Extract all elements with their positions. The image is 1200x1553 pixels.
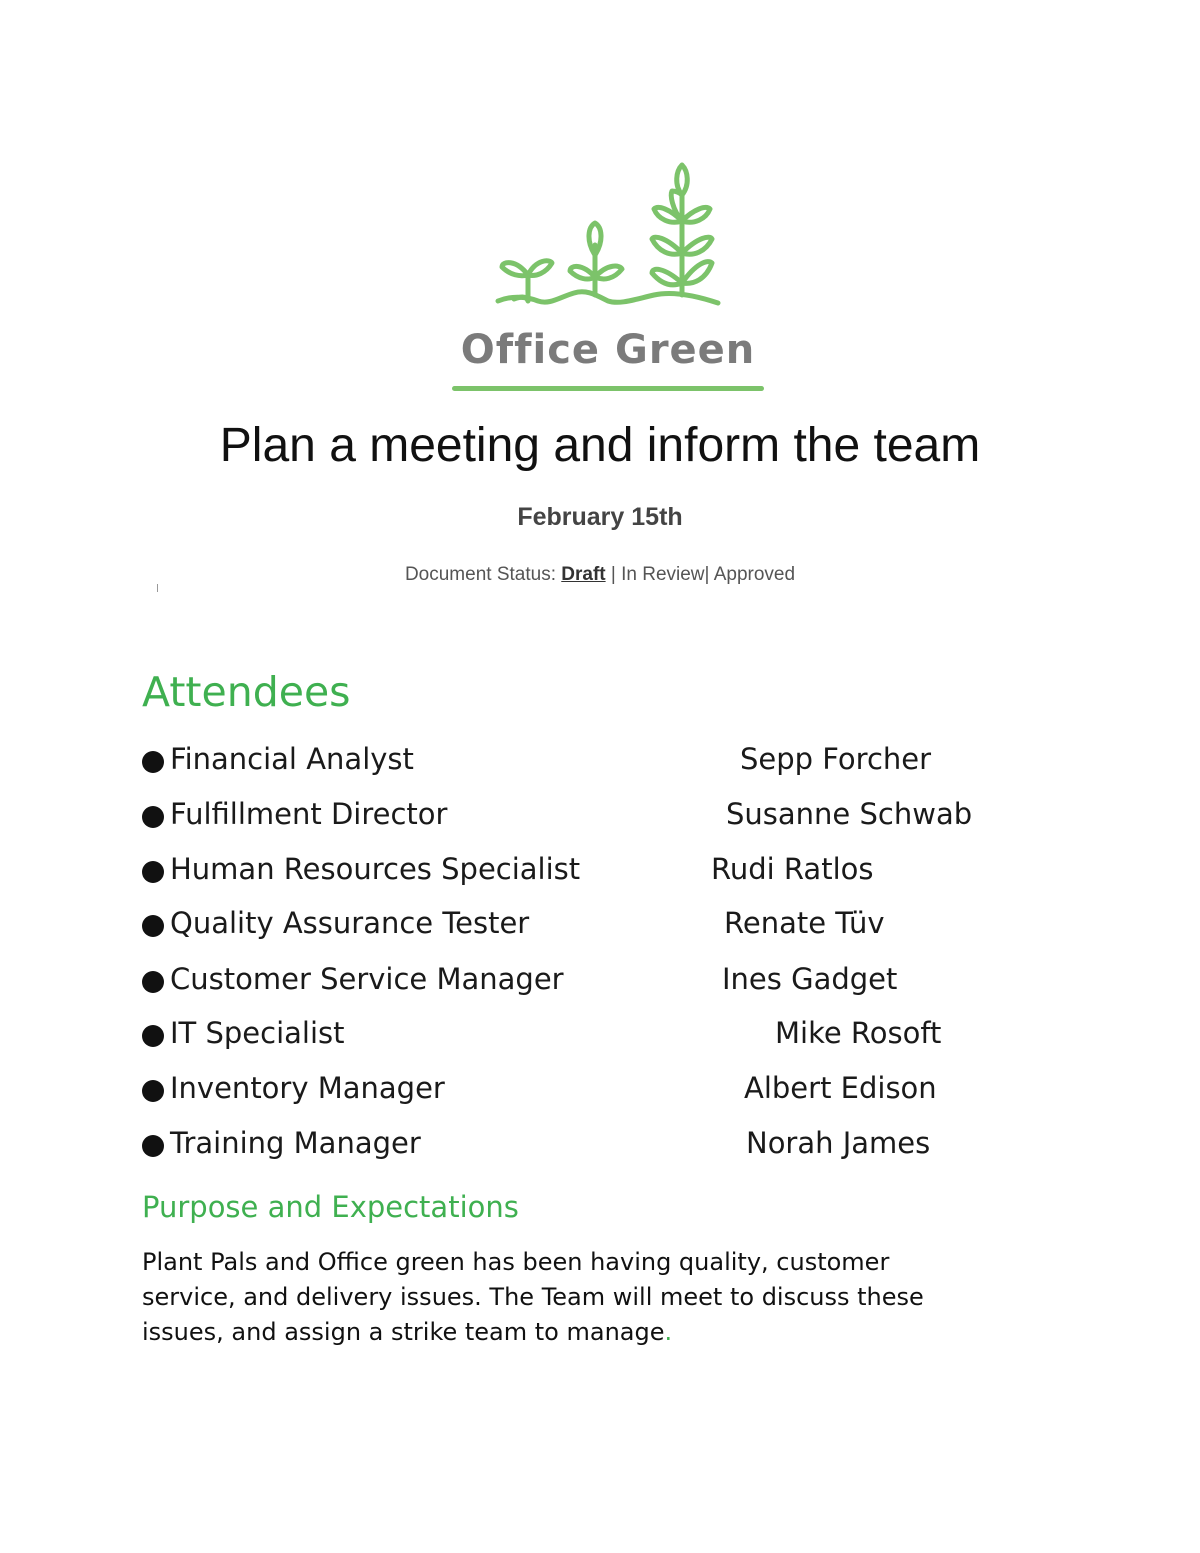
bullet-icon [142, 1129, 166, 1164]
attendee-role: Quality Assurance Tester [170, 906, 530, 940]
status-option-approved[interactable]: Approved [713, 564, 796, 585]
attendee-row [142, 906, 1042, 946]
attendee-row [142, 1126, 1042, 1166]
logo-brand-name: Office Green [460, 327, 756, 373]
attendee-row [142, 1071, 1042, 1111]
document-status [0, 564, 1200, 586]
attendee-name: Norah James [746, 1126, 931, 1160]
purpose-heading: Purpose and Expectations [142, 1190, 519, 1224]
attendee-name: Susanne Schwab [726, 797, 973, 831]
logo-underline [452, 386, 764, 391]
status-separator: | [704, 564, 710, 585]
attendee-name: Sepp Forcher [740, 742, 932, 776]
bullet-icon [142, 1019, 166, 1054]
status-label: Document Status: [404, 564, 556, 585]
bullet-icon [142, 1074, 166, 1109]
bullet-icon [142, 855, 166, 890]
attendee-name: Albert Edison [744, 1071, 937, 1105]
attendee-row [142, 1016, 1042, 1056]
attendee-role: Fulfillment Director [170, 797, 448, 831]
office-green-logo [440, 155, 780, 400]
attendee-name: Renate Tüv [724, 906, 885, 940]
attendee-row [142, 742, 1042, 782]
attendee-role: Customer Service Manager [170, 962, 564, 996]
purpose-paragraph [142, 1245, 1042, 1350]
attendee-role: Training Manager [170, 1126, 421, 1160]
attendees-heading: Attendees [142, 668, 351, 716]
status-option-in-review[interactable]: In Review [621, 564, 705, 585]
bullet-icon [142, 965, 166, 1000]
purpose-end-mark: . [664, 1318, 673, 1346]
attendee-name: Ines Gadget [722, 962, 898, 996]
attendee-row [142, 797, 1042, 837]
bullet-icon [142, 909, 166, 944]
purpose-text: Plant Pals and Office green has been having quality, customer service, and delivery issues. The Team will meet to discuss these issues, and assign a strike team to manage [142, 1248, 924, 1346]
attendee-role: Human Resources Specialist [170, 852, 581, 886]
bullet-icon [142, 745, 166, 780]
page-title: Plan a meeting and inform the team [219, 419, 981, 472]
attendee-role: IT Specialist [170, 1016, 345, 1050]
bullet-icon [142, 800, 166, 835]
meeting-date: February 15th [517, 503, 683, 531]
status-option-draft[interactable]: Draft [561, 564, 606, 585]
attendee-name: Rudi Ratlos [711, 852, 874, 886]
status-separator: | [610, 564, 616, 585]
attendee-role: Inventory Manager [170, 1071, 445, 1105]
attendee-role: Financial Analyst [170, 742, 414, 776]
margin-mark [157, 584, 158, 592]
attendee-name: Mike Rosoft [775, 1016, 942, 1050]
attendee-row [142, 852, 1042, 892]
attendee-row [142, 962, 1042, 1002]
